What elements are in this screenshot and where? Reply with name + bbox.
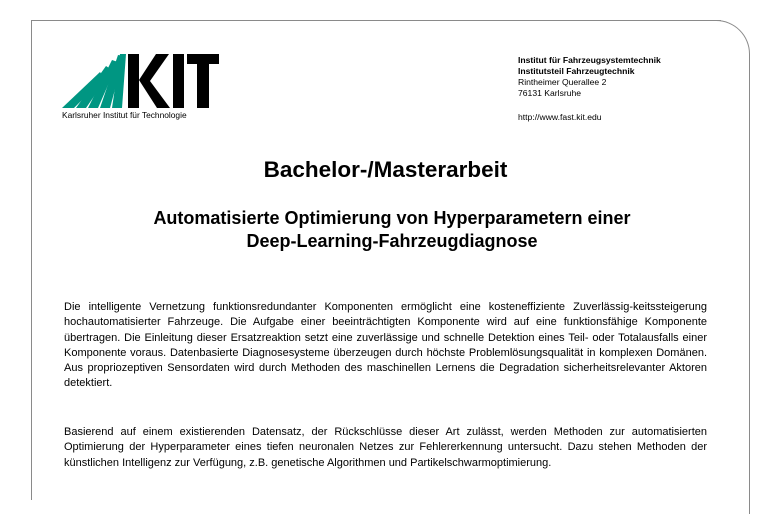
institute-street: Rintheimer Querallee 2 [518,77,607,87]
institute-address [518,55,661,123]
logo-caption: Karlsruher Institut für Technologie [62,110,187,120]
page-border-top [31,20,721,21]
institute-city: 76131 Karlsruhe [518,88,582,98]
kit-logo-mark [60,50,220,112]
paragraph-2: Basierend auf einem existierenden Datensatz, der Rückschlüsse dieser Art zulässt, werden Methoden zur automatisierten Optimierung der Hyperparameter eines tiefen neuronalen Netzes zur Fehlererkennung untersucht. Dazu stehen Methoden der künstlichen Intelligenz zur Verfügung, z.B. genetische Algorithmen und Partikelschwarmoptimierung. [64,426,707,469]
document-subtitle [40,207,744,253]
page-border-corner [714,20,750,56]
subtitle-line-2: Deep-Learning-Fahrzeugdiagnose [246,231,538,251]
page-border-right [749,54,750,514]
paragraph-1: Die intelligente Vernetzung funktionsredundanter Komponenten ermöglicht eine kosteneffiziente Zuverlässig-keitssteigerung hochautomatisierter Fahrzeuge. Die Aufgabe einer beeinträchtigten Komponente wird auf eine funktionsfähige Komponente übertragen. Die Einleitung dieser Ersatzreaktion setzt eine zuverlässige und schnelle Detektion eines Teil- oder Totalausfalls einer Komponente voraus. Datenbasierte Diagnosesysteme überzeugen durch höchste Problemlösungsqualität in komplexen Domänen. Aus propriozeptiven Sensordaten wird durch Methoden des maschinellen Lernens die Degradation sicherheitsrelevanter Aktoren detektiert. [64,301,707,390]
institute-url[interactable]: http://www.fast.kit.edu [518,112,602,122]
institute-name: Institut für Fahrzeugsystemtechnik [518,55,661,65]
page-border-left [31,20,32,500]
document-title: Bachelor-/Masterarbeit [263,157,508,182]
institute-division: Institutsteil Fahrzeugtechnik [518,66,635,76]
subtitle-line-1: Automatisierte Optimierung von Hyperparametern einer [153,208,631,228]
